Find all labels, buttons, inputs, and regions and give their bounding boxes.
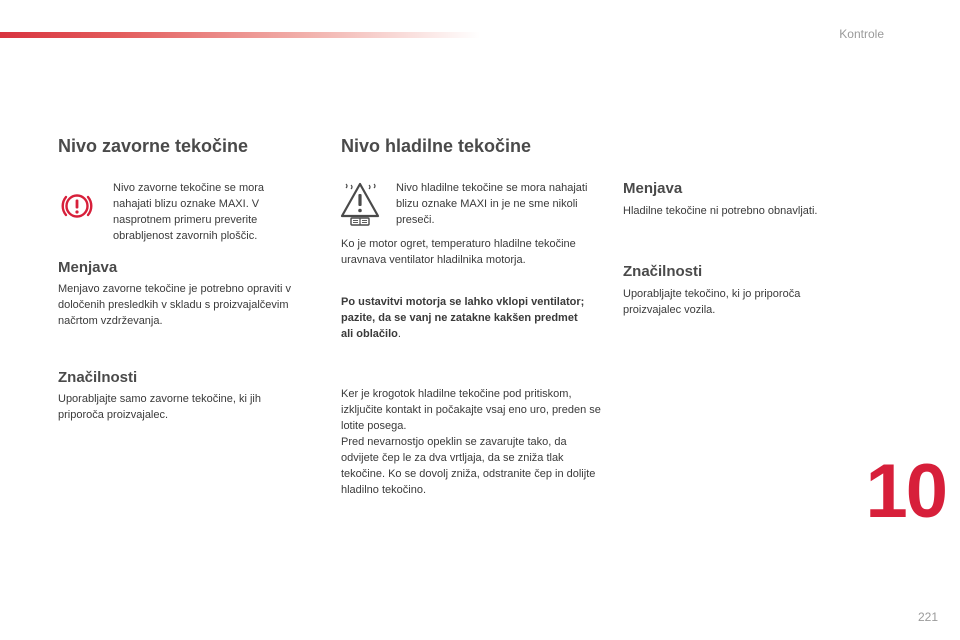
coolant-intro: Nivo hladilne tekočine se mora nahajati blizu oznake MAXI in je ne sme nikoli preseči. <box>396 182 588 226</box>
coolant-fan-warning <box>341 294 591 342</box>
section-name: Kontrole <box>839 27 884 41</box>
brake-change-text: Menjavo zavorne tekočine je potrebno opraviti v določenih presledkih v skladu s proizvajalčevim načrtom vzdrževanja. <box>58 283 291 327</box>
coolant-title: Nivo hladilne tekočine <box>341 136 532 156</box>
brake-spec-text: Uporabljajte samo zavorne tekočine, ki jih priporoča proizvajalec. <box>58 393 261 421</box>
brake-change-title: Menjava <box>58 259 118 276</box>
header-accent-bar <box>0 32 480 38</box>
coolant-fan-warning-text: Po ustavitvi motorja se lahko vklopi ventilator; pazite, da se vanj ne zatakne kakšen predmet ali oblačilo <box>341 296 585 340</box>
coolant-engine-text: Ko je motor ogret, temperaturo hladilne tekočine uravnava ventilator hladilnika motorja. <box>341 238 576 266</box>
brake-spec-title: Značilnosti <box>58 369 138 386</box>
coolant-change-title: Menjava <box>623 180 683 197</box>
chapter-number: 10 <box>865 449 946 534</box>
brake-fluid-intro: Nivo zavorne tekočine se mora nahajati blizu oznake MAXI. V nasprotnem primeru preverite obrabljenost zavornih ploščic. <box>113 182 265 242</box>
coolant-spec-title: Značilnosti <box>623 263 703 280</box>
coolant-pressure-text-1: Ker je krogotok hladilne tekočine pod pritiskom, izključite kontakt in počakajte vsaj eno uro, preden se lotite posega. <box>341 388 601 432</box>
brake-fluid-title: Nivo zavorne tekočine <box>58 136 249 156</box>
coolant-change-text: Hladilne tekočine ni potrebno obnavljati. <box>623 205 818 217</box>
coolant-fan-warning-suffix: . <box>397 328 401 340</box>
page-number: 221 <box>917 610 938 624</box>
hot-coolant-warning-icon <box>340 182 380 226</box>
coolant-pressure-text-2: Pred nevarnostjo opeklin se zavarujte tako, da odvijete čep le za dva vrtljaja, da se zniža tlak tekočine. Ko se dovolj zniža, odstranite čep in dolijte hladilno tekočino. <box>341 436 596 496</box>
coolant-spec-text: Uporabljajte tekočino, ki jo priporoča proizvajalec vozila. <box>623 288 801 316</box>
brake-warning-icon <box>60 190 94 222</box>
